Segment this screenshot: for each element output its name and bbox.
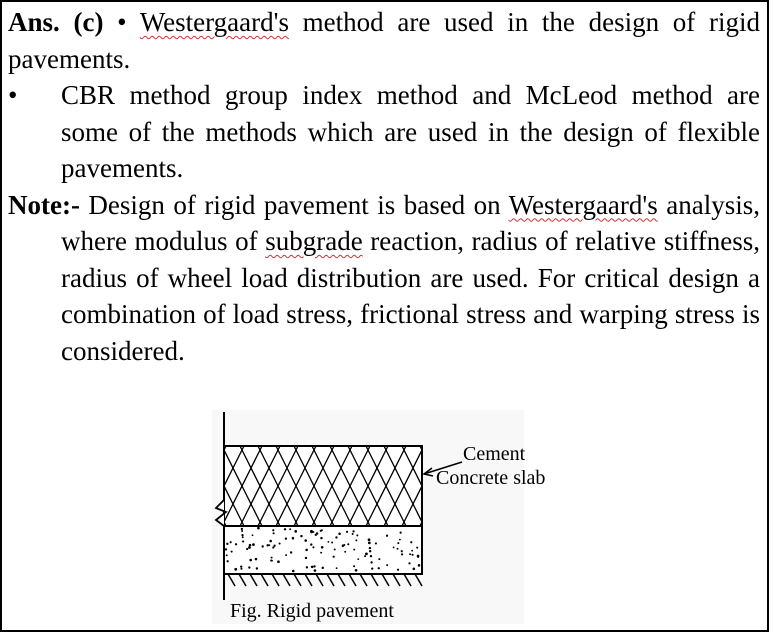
figure-label-line1: Cement: [463, 443, 526, 465]
answer-label: Ans.: [8, 7, 60, 37]
bullet-dot: •: [8, 80, 18, 110]
answer-bullet: •: [117, 7, 127, 37]
bullet-paragraph: [8, 77, 760, 187]
note-label: Note:-: [8, 189, 80, 220]
text-body: [8, 4, 760, 369]
note-text-2: analysis, where modulus of: [61, 189, 760, 256]
answer-text: method are used in the design of rigid pavements.: [8, 7, 760, 74]
note-paragraph: [8, 187, 760, 370]
base-layer-stipple: [224, 526, 422, 574]
answer-westergaard-word: Westergaard's: [139, 7, 289, 37]
note-westergaard-word: Westergaard's: [508, 189, 658, 220]
rigid-pavement-figure: [212, 410, 546, 624]
note-subgrade-word: subgrade: [265, 226, 363, 256]
answer-option: (c): [73, 7, 104, 37]
note-text-1: Design of rigid pavement is based on: [79, 189, 509, 220]
figure-label-line2: Concrete slab: [436, 467, 546, 489]
subgrade-hatch: [228, 574, 422, 586]
figure-caption: Fig. Rigid pavement: [230, 600, 394, 622]
answer-paragraph: [8, 4, 760, 77]
note-text-3: reaction, radius of relative stiffness, radius of wheel load distribution are used. For critical design a combination of load stress, frictional stress and warping stress is considered.: [61, 226, 760, 366]
bullet-text: CBR method group index method and McLeod method are some of the methods which are used in the design of flexible pavements.: [61, 80, 760, 183]
